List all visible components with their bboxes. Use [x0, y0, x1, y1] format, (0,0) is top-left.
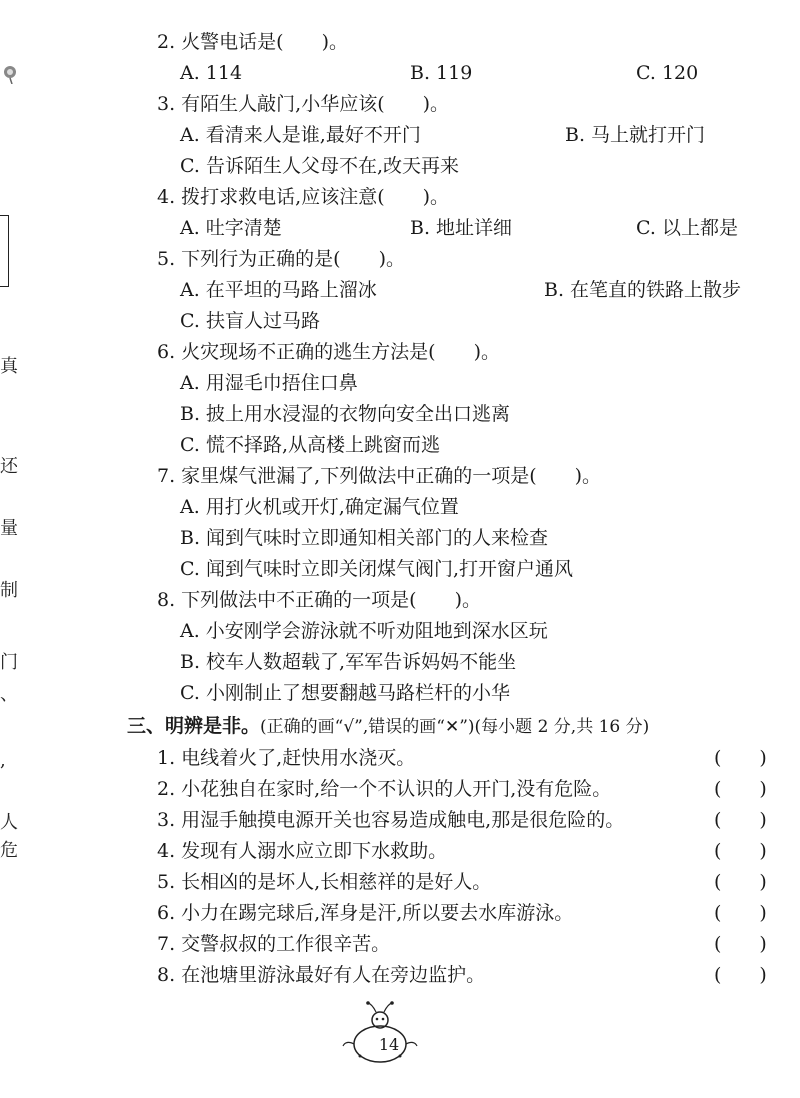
q2-option-a: A. 114 [180, 62, 243, 84]
q2-option-b: B. 119 [410, 62, 473, 84]
q6-option-b: B. 披上用水浸湿的衣物向安全出口逃离 [180, 403, 511, 425]
judge-item-4: 4. 发现有人溺水应立即下水救助。 [157, 840, 448, 862]
page-number: 14 [378, 1035, 400, 1054]
edge-char: 还 [0, 456, 18, 477]
edge-char: 量 [0, 518, 18, 539]
q3-option-b: B. 马上就打开门 [565, 124, 706, 146]
question-7: 7. 家里煤气泄漏了,下列做法中正确的一项是( )。 [157, 465, 602, 487]
answer-blank-4[interactable]: ( ) [714, 840, 767, 862]
section-3-instruction: (正确的画“√”,错误的画“✕”) [260, 717, 475, 737]
q3-option-a: A. 看清来人是谁,最好不开门 [180, 124, 421, 146]
judge-item-7: 7. 交警叔叔的工作很辛苦。 [157, 933, 391, 955]
answer-blank-8[interactable]: ( ) [714, 964, 767, 986]
answer-blank-7[interactable]: ( ) [714, 933, 767, 955]
ladybug-mascot-icon [340, 1000, 420, 1066]
q5-option-a: A. 在平坦的马路上溜冰 [180, 279, 377, 301]
judge-item-8: 8. 在池塘里游泳最好有人在旁边监护。 [157, 964, 486, 986]
answer-blank-2[interactable]: ( ) [714, 778, 767, 800]
judge-item-6: 6. 小力在踢完球后,浑身是汗,所以要去水库游泳。 [157, 902, 574, 924]
section-3-title: 三、明辨是非。 [127, 715, 261, 737]
q6-option-a: A. 用湿毛巾捂住口鼻 [180, 372, 358, 394]
edge-char: 门 [0, 652, 18, 673]
q4-option-c: C. 以上都是 [636, 217, 738, 239]
edge-char: , [0, 750, 6, 771]
question-2: 2. 火警电话是( )。 [157, 31, 348, 53]
question-3: 3. 有陌生人敲门,小华应该( )。 [157, 93, 450, 115]
q4-option-b: B. 地址详细 [410, 217, 513, 239]
q5-option-c: C. 扶盲人过马路 [180, 310, 320, 332]
q3-option-c: C. 告诉陌生人父母不在,改天再来 [180, 155, 459, 177]
flower-icon [0, 62, 22, 84]
q4-option-a: A. 吐字清楚 [180, 217, 282, 239]
edge-box [0, 215, 9, 287]
section-3-heading [127, 714, 649, 739]
q6-option-c: C. 慌不择路,从高楼上跳窗而逃 [180, 434, 440, 456]
answer-blank-5[interactable]: ( ) [714, 871, 767, 893]
question-5: 5. 下列行为正确的是( )。 [157, 248, 405, 270]
edge-char: 、 [0, 684, 18, 705]
q7-option-c: C. 闻到气味时立即关闭煤气阀门,打开窗户通风 [180, 558, 573, 580]
q5-option-b: B. 在笔直的铁路上散步 [544, 279, 742, 301]
judge-item-1: 1. 电线着火了,赶快用水浇灭。 [157, 747, 416, 769]
answer-blank-1[interactable]: ( ) [714, 747, 767, 769]
edge-char: 人 [0, 812, 18, 833]
answer-blank-6[interactable]: ( ) [714, 902, 767, 924]
q7-option-b: B. 闻到气味时立即通知相关部门的人来检查 [180, 527, 549, 549]
q2-option-c: C. 120 [636, 62, 699, 84]
q8-option-b: B. 校车人数超载了,军军告诉妈妈不能坐 [180, 651, 517, 673]
q7-option-a: A. 用打火机或开灯,确定漏气位置 [180, 496, 459, 518]
judge-item-5: 5. 长相凶的是坏人,长相慈祥的是好人。 [157, 871, 492, 893]
edge-char: 真 [0, 356, 18, 377]
question-8: 8. 下列做法中不正确的一项是( )。 [157, 589, 481, 611]
question-6: 6. 火灾现场不正确的逃生方法是( )。 [157, 341, 500, 363]
edge-char: 制 [0, 580, 18, 601]
q8-option-a: A. 小安刚学会游泳就不听劝阻地到深水区玩 [180, 620, 548, 642]
section-3-score: (每小题 2 分,共 16 分) [474, 717, 650, 737]
edge-char: 危 [0, 840, 18, 861]
question-4: 4. 拨打求救电话,应该注意( )。 [157, 186, 450, 208]
judge-item-3: 3. 用湿手触摸电源开关也容易造成触电,那是很危险的。 [157, 809, 625, 831]
q8-option-c: C. 小刚制止了想要翻越马路栏杆的小华 [180, 682, 510, 704]
judge-item-2: 2. 小花独自在家时,给一个不认识的人开门,没有危险。 [157, 778, 612, 800]
answer-blank-3[interactable]: ( ) [714, 809, 767, 831]
